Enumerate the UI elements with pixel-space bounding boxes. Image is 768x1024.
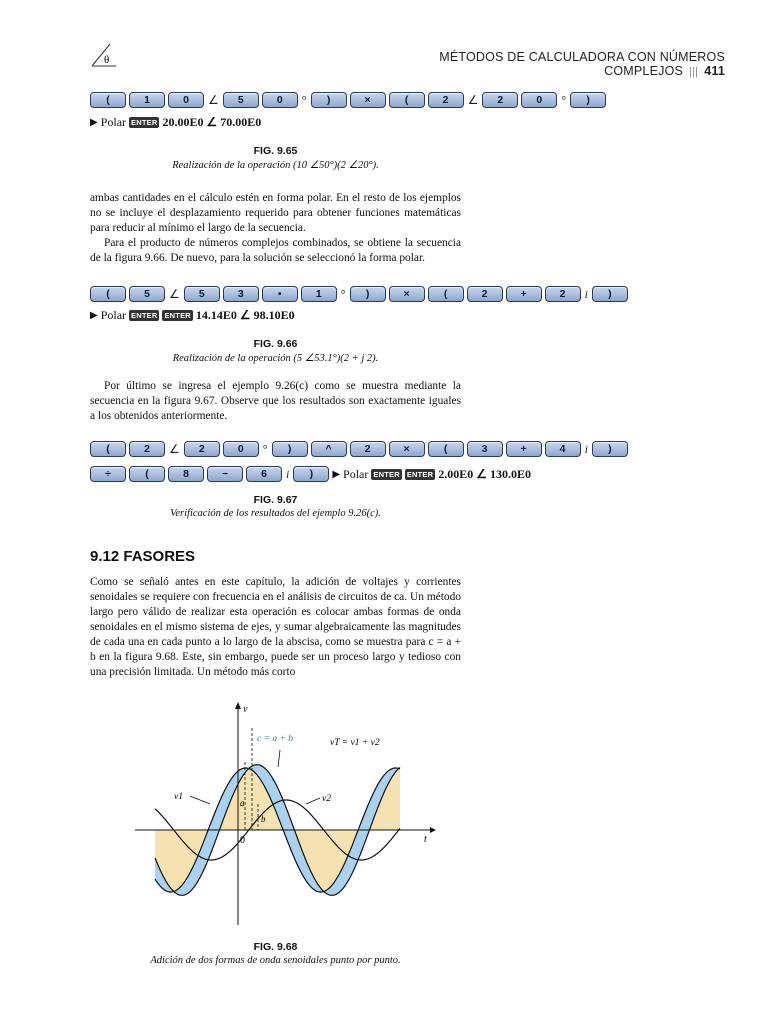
fig65-caption: Realización de la operación (10 ∠50°)(2 ∠20°). (172, 160, 379, 171)
key-close-paren[interactable]: ) (293, 466, 329, 482)
key-open-paren[interactable]: ( (90, 441, 126, 457)
key-close-paren[interactable]: ) (311, 92, 347, 108)
key-multiply[interactable]: × (389, 286, 425, 302)
key-digit[interactable]: 2 (428, 92, 464, 108)
paragraph-text: Para el producto de números complejos combinados, se obtiene la secuencia de la figura 9.66. De nuevo, para la solución se seleccionó la forma polar. (90, 237, 461, 264)
fig67-caption-block (90, 494, 461, 519)
key-digit[interactable]: 3 (467, 441, 503, 457)
key-open-paren[interactable]: ( (428, 441, 464, 457)
key-digit[interactable]: 0 (168, 92, 204, 108)
fig68-label: FIG. 9.68 (253, 941, 298, 953)
t-axis-arrow-icon (430, 827, 436, 833)
enter-key[interactable]: ENTER (131, 311, 158, 320)
key-close-paren[interactable]: ) (350, 286, 386, 302)
imaginary-symbol: i (584, 441, 588, 456)
vT-leader-line (278, 750, 280, 767)
enter-key[interactable]: ENTER (131, 118, 158, 127)
enter-key[interactable]: ENTER (164, 311, 191, 320)
key-digit[interactable]: 2 (467, 286, 503, 302)
a-label: a (240, 798, 245, 808)
origin-label: 0 (240, 835, 245, 846)
fig68-caption-block (90, 941, 461, 966)
key-divide[interactable]: ÷ (90, 466, 126, 482)
key-digit[interactable]: 0 (262, 92, 298, 108)
page-number: 411 (704, 64, 725, 78)
key-plus[interactable]: + (506, 441, 542, 457)
degree-symbol: ° (561, 92, 567, 107)
body-paragraph-1 (90, 191, 461, 266)
fig66-caption: Realización de la operación (5 ∠53.1°)(2 + j 2). (172, 353, 379, 364)
key-multiply[interactable]: × (350, 92, 386, 108)
polar-label: Polar (100, 115, 127, 129)
key-digit[interactable]: 0 (521, 92, 557, 108)
body-paragraph-2 (90, 379, 461, 424)
body-paragraph-3 (90, 575, 461, 680)
degree-symbol: ° (262, 441, 268, 456)
key-digit[interactable]: 2 (482, 92, 518, 108)
v1-label: v1 (174, 792, 183, 802)
fig65-label: FIG. 9.65 (253, 145, 298, 157)
key-open-paren[interactable]: ( (389, 92, 425, 108)
arrow-right-icon: ▶ (90, 310, 98, 321)
key-digit[interactable]: 8 (168, 466, 204, 482)
fig67-caption: Verificación de los resultados del ejemplo 9.26(c). (170, 508, 381, 519)
fig66-label: FIG. 9.66 (253, 338, 298, 350)
polar-label: Polar (343, 466, 369, 481)
v-axis-label: v (243, 704, 248, 715)
imaginary-symbol: i (286, 466, 290, 481)
paragraph-text: ambas cantidades en el cálculo estén en forma polar. En el resto de los ejemplos no se incluye el desplazamiento requerido para obtener funciones matemáticas para reducir al mínimo el largo de la secuencia. (90, 192, 461, 234)
v1-leader-line (190, 796, 210, 804)
fig68-waveform-graph (130, 700, 440, 930)
key-digit[interactable]: 5 (129, 286, 165, 302)
key-minus[interactable]: − (207, 466, 243, 482)
fig65-caption-block (90, 145, 461, 171)
arrow-right-icon: ▶ (90, 117, 98, 128)
degree-symbol: ° (340, 286, 346, 301)
enter-key[interactable]: ENTER (373, 469, 400, 479)
key-digit[interactable]: 6 (246, 466, 282, 482)
key-open-paren[interactable]: ( (428, 286, 464, 302)
fig67-result: 2.00E0 ∠ 130.0E0 (438, 466, 531, 481)
header-title: MÉTODOS DE CALCULADORA CON NÚMEROS COMPLEJOS (439, 50, 725, 78)
key-open-paren[interactable]: ( (90, 92, 126, 108)
fig68-caption: Adición de dos formas de onda senoidales punto por punto. (150, 955, 401, 966)
fig66-result-row (90, 308, 295, 323)
paragraph-text: Por último se ingresa el ejemplo 9.26(c) como se muestra mediante la secuencia en la figura 9.67. Observe que los resultados son exactamente iguales a los obtenidos anteriormente. (90, 380, 461, 422)
key-digit[interactable]: 1 (301, 286, 337, 302)
key-digit[interactable]: 5 (184, 286, 220, 302)
c-equation-label: c = a + b (257, 734, 294, 744)
enter-key[interactable]: ENTER (406, 469, 434, 479)
key-open-paren[interactable]: ( (90, 286, 126, 302)
key-plus[interactable]: + (506, 286, 542, 302)
imaginary-symbol: i (584, 286, 588, 301)
key-multiply[interactable]: × (389, 441, 425, 457)
key-digit[interactable]: 2 (184, 441, 220, 457)
key-close-paren[interactable]: ) (592, 286, 628, 302)
angle-symbol: ∠ (169, 441, 180, 456)
paragraph-text: Como se señaló antes en este capítulo, la adición de voltajes y corrientes senoidales se requiere con frecuencia en el análisis de circuitos de ca. Un método largo pero válido de realizar esta operación es colocar ambas formas de onda senoidales en el mismo sistema de ejes, y sumar algebraicamente las magnitudes de cada una en cada punto a lo largo de la abscisa, como se muestra para c = a + b en la figura 9.68. Este, sin embargo, puede ser un proceso largo y tedioso con una precisión limitada. Un método más corto (90, 576, 461, 678)
theta-logo-icon (88, 40, 120, 70)
b-label: b (261, 814, 266, 824)
fig67-label: FIG. 9.67 (253, 494, 298, 506)
key-close-paren[interactable]: ) (592, 441, 628, 457)
angle-symbol: ∠ (169, 286, 180, 301)
key-digit[interactable]: 2 (350, 441, 386, 457)
v-axis-arrow-icon (235, 702, 241, 709)
key-digit[interactable]: 2 (545, 286, 581, 302)
fig67-key-sequence-2 (90, 465, 531, 483)
t-axis-label: t (424, 834, 427, 845)
arrow-right-icon: ▶ (332, 468, 341, 480)
angle-symbol: ∠ (467, 92, 479, 107)
header-separator: ||| (689, 66, 699, 78)
fig66-caption-block (90, 338, 461, 364)
fig65-key-sequence (90, 91, 606, 109)
key-digit[interactable]: 2 (129, 441, 165, 457)
fig66-key-sequence (90, 285, 628, 303)
key-power[interactable]: ^ (311, 441, 347, 457)
polar-label: Polar (100, 308, 127, 322)
fig67-key-sequence-1 (90, 440, 628, 458)
key-digit[interactable]: 5 (223, 92, 259, 108)
key-digit[interactable]: 1 (129, 92, 165, 108)
fig65-result-row (90, 115, 261, 130)
v2-label: v2 (322, 794, 331, 804)
theta-glyph: θ (104, 54, 110, 66)
key-digit[interactable]: 0 (223, 441, 259, 457)
key-decimal[interactable]: • (262, 286, 298, 302)
key-open-paren[interactable]: ( (129, 466, 165, 482)
fig66-result: 14.14E0 ∠ 98.10E0 (195, 308, 295, 322)
v2-leader-line (306, 798, 320, 804)
section-heading: 9.12 FASORES (90, 548, 196, 565)
running-header (330, 50, 725, 78)
angle-symbol: ∠ (208, 92, 219, 107)
degree-symbol: ° (301, 92, 307, 107)
fig65-result: 20.00E0 ∠ 70.00E0 (162, 115, 262, 129)
key-close-paren[interactable]: ) (272, 441, 308, 457)
key-close-paren[interactable]: ) (570, 92, 606, 108)
vT-label: vT = v1 + v2 (330, 738, 380, 748)
key-digit[interactable]: 4 (545, 441, 581, 457)
key-digit[interactable]: 3 (223, 286, 259, 302)
